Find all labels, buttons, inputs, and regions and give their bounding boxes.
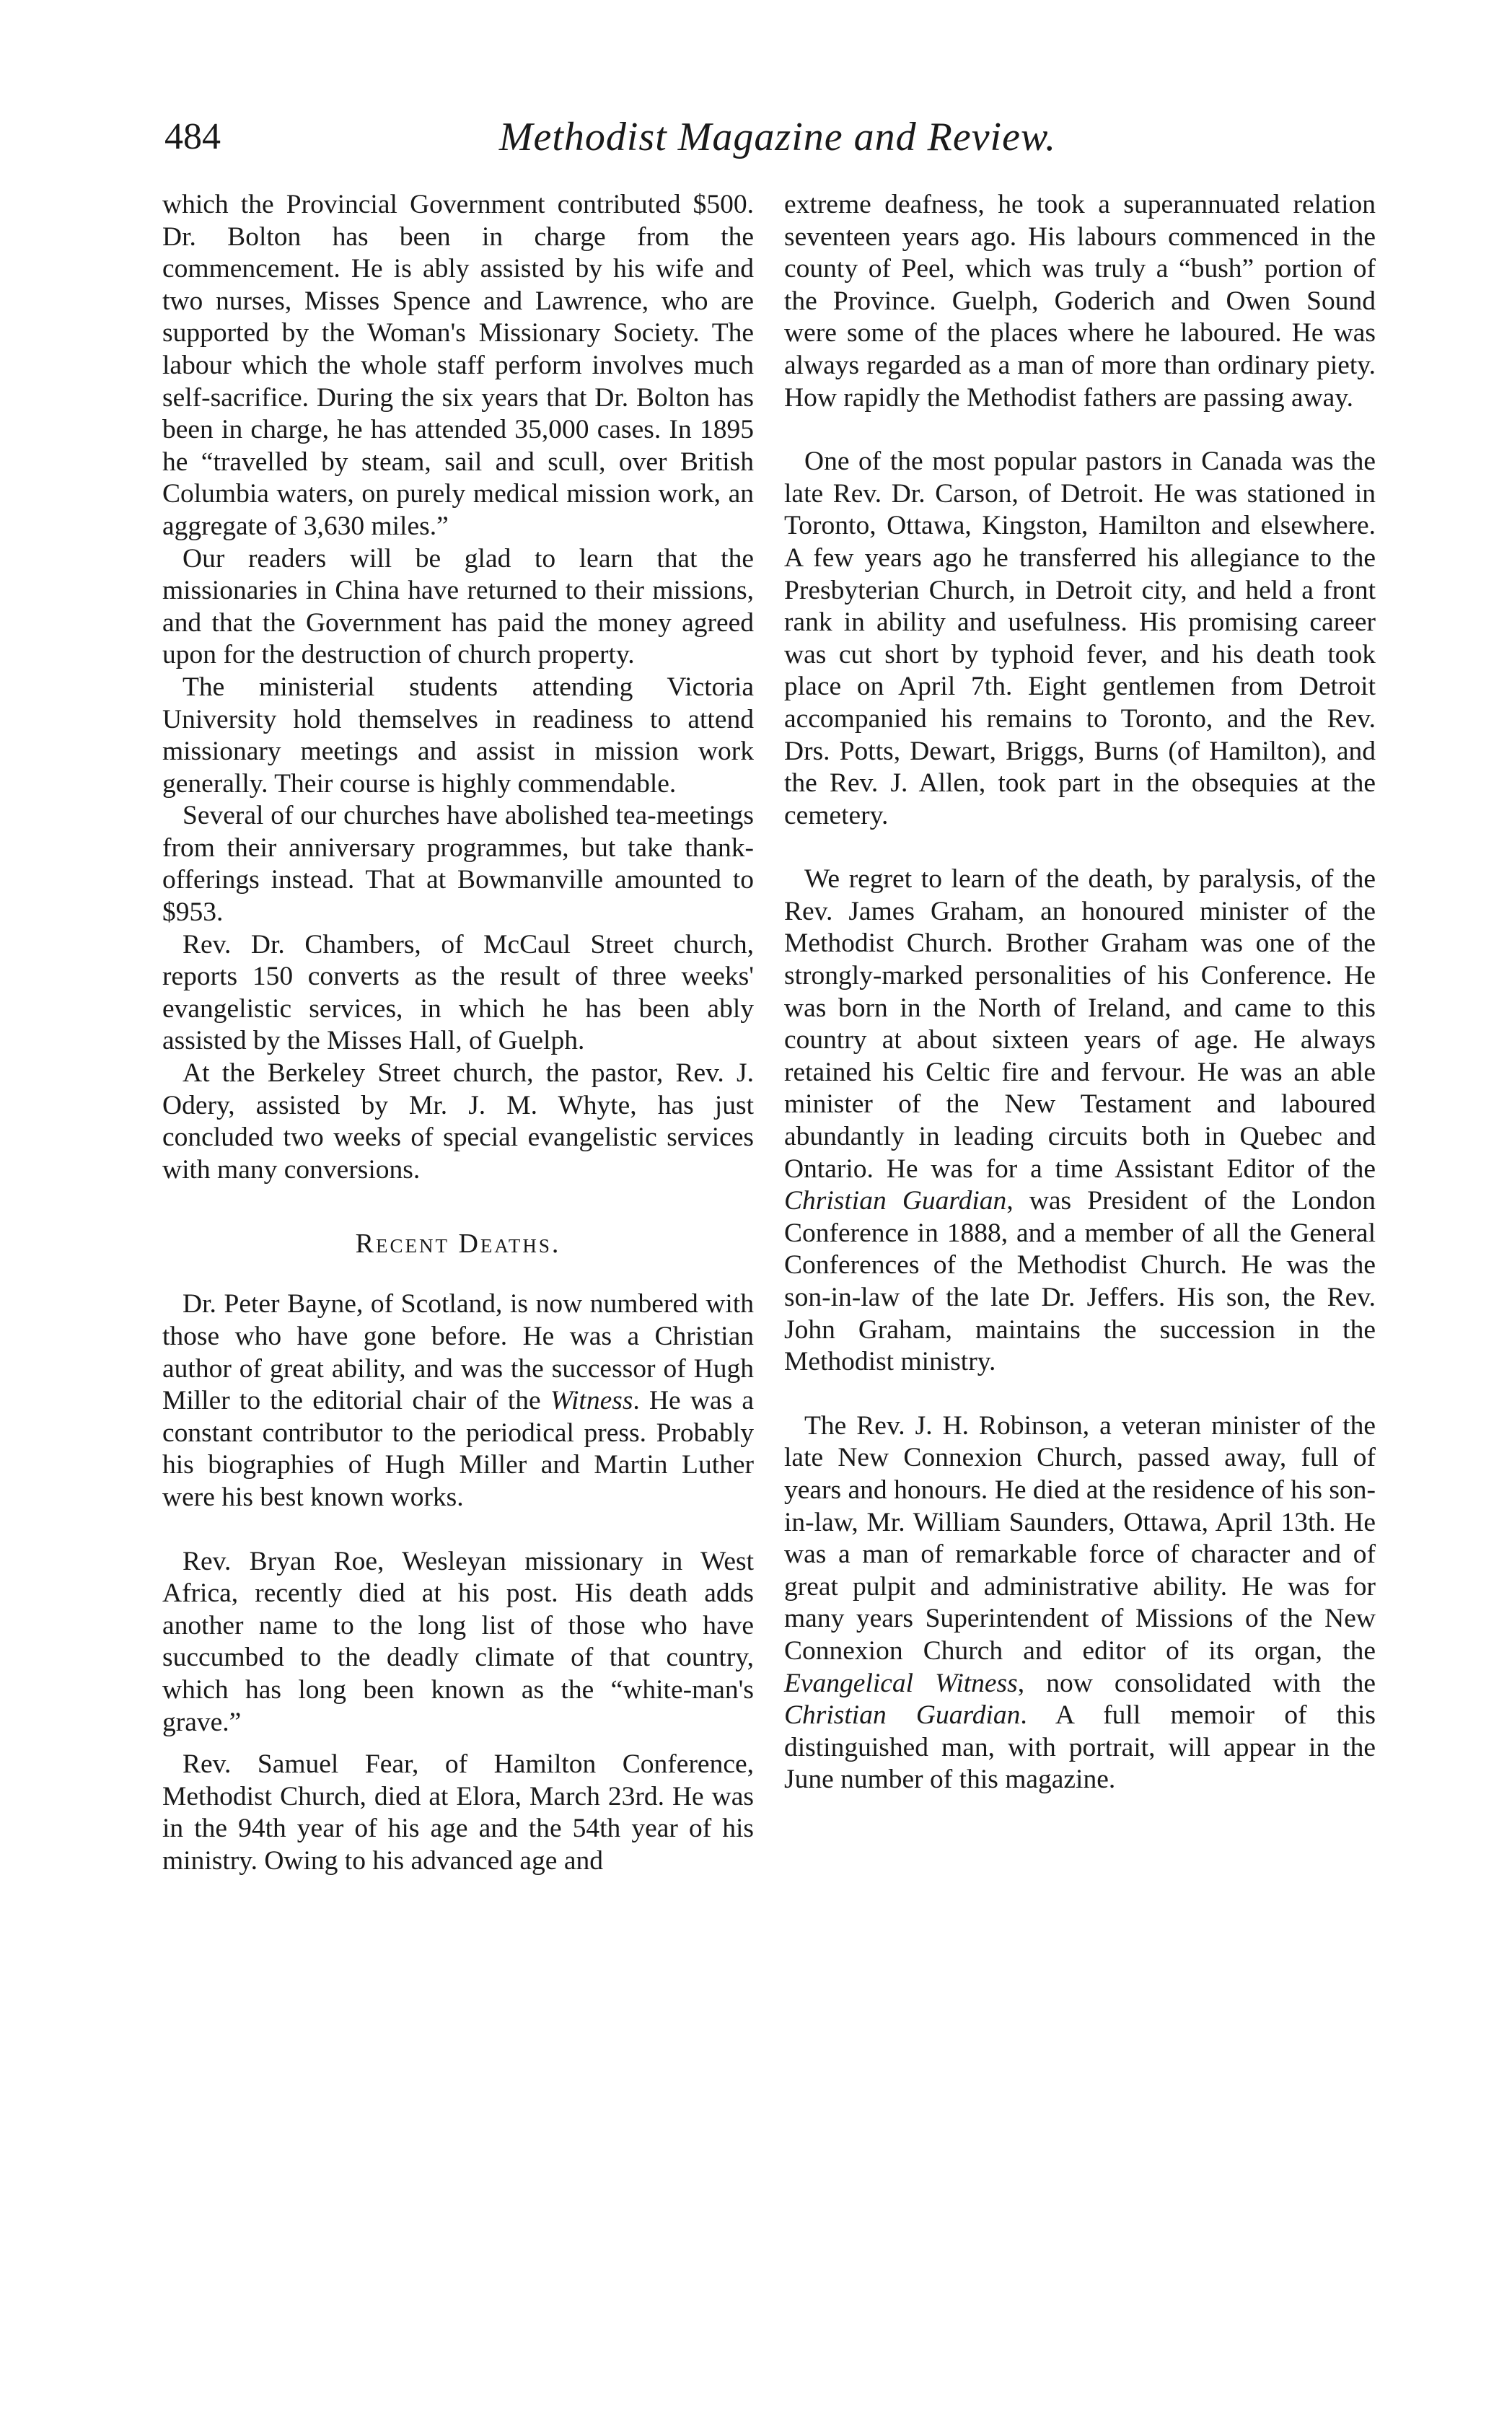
paragraph-samuel-fear-continued: extreme deafness, he took a superannuated relation seventeen years ago. His labours commenced in the county of Peel, which was truly a “bush” portion of the Province. Guelph, Goderich and Owen Sound were some of the places where he laboured. He was always regarded as a man of more than ordinary piety. How rapidly the Methodist fathers are passing away.	[784, 190, 1376, 413]
paragraph-peter-bayne-text-1: Dr. Peter Bayne, of Scotland, is now numbered with those who have gone before. He was a Christian author of great ability, and was the successor of Hugh Miller to the editorial chair of the	[162, 1289, 754, 1416]
paragraph-bryan-roe: Rev. Bryan Roe, Wesleyan missionary in West Africa, recently died at his post. His death adds another name to the long list of those who have succumbed to the deadly climate of that country, which has long been known as the “white-man's grave.”	[162, 1546, 754, 1737]
paragraph-tea-meetings: Several of our churches have abolished tea-meetings from their anniversary programmes, but take thank-offerings instead. That at Bowmanville amounted to $953.	[162, 801, 754, 928]
paragraph-jh-robinson-italic-2: Christian Guardian	[784, 1700, 1021, 1731]
paragraph-james-graham-text-2: , was President of the London Conference in 1888, and a member of all the General Conferences of the Methodist Church. He was the son-in-law of the late Dr. Jeffers. His son, the Rev. John Graham, maintains the succession in the Methodist ministry.	[784, 1186, 1376, 1377]
right-column	[784, 189, 1376, 1796]
paragraph-james-graham-italic: Christian Guardian	[784, 1186, 1007, 1216]
paragraph-james-graham	[784, 864, 1376, 1379]
paragraph-chambers: Rev. Dr. Chambers, of McCaul Street church, reports 150 converts as the result of three weeks' evangelistic services, in which he has been ably assisted by the Misses Hall, of Guelph.	[162, 929, 754, 1056]
paragraph-jh-robinson-italic-1: Evangelical Witness	[784, 1668, 1018, 1698]
paragraph-jh-robinson	[784, 1410, 1376, 1796]
paragraph-dr-carson: One of the most popular pastors in Canada was the late Rev. Dr. Carson, of Detroit. He was stationed in Toronto, Ottawa, Kingston, Hamilton and elsewhere. A few years ago he transferred his allegiance to the Presbyterian Church, in Detroit city, and held a front rank in ability and usefulness. His promising career was cut short by typhoid fever, and his death took place on April 7th. Eight gentlemen from Detroit accompanied his remains to Toronto, and the Rev. Drs. Potts, Dewart, Briggs, Burns (of Hamilton), and the Rev. J. Allen, took part in the obsequies at the cemetery.	[784, 447, 1376, 830]
paragraph-berkeley-street: At the Berkeley Street church, the pastor, Rev. J. Odery, assisted by Mr. J. M. Whyte, has just concluded two weeks of special evangelistic services with many conversions.	[162, 1058, 754, 1185]
paragraph-jh-robinson-text-3: . A full memoir of this distinguished man, with portrait, will appear in the June number of this magazine.	[784, 1700, 1376, 1795]
paragraph-victoria-students: The ministerial students attending Victoria University hold themselves in readiness to attend missionary meetings and assist in mission work generally. Their course is highly commendable.	[162, 672, 754, 799]
running-head	[164, 108, 1391, 166]
paragraph-james-graham-text-1: We regret to learn of the death, by paralysis, of the Rev. James Graham, an honoured minister of the Methodist Church. Brother Graham was one of the strongly-marked personalities of his Conference. He was born in the North of Ireland, and came to this country at about sixteen years of age. He always retained his Celtic fire and fervour. He was an able minister of the New Testament and laboured abundantly in leading circuits both in Quebec and Ontario. He was for a time Assistant Editor of the	[784, 864, 1376, 1184]
section-heading-recent-deaths: Recent Deaths.	[355, 1229, 561, 1260]
paragraph-bolton-mission: which the Provincial Government contributed $500. Dr. Bolton has been in charge from the commencement. He is ably assisted by his wife and two nurses, Misses Spence and Lawrence, who are supported by the Woman's Missionary Society. The labour which the whole staff perform involves much self-sacrifice. During the six years that Dr. Bolton has been in charge, he has attended 35,000 cases. In 1895 he “travelled by steam, sail and scull, over British Columbia waters, on purely medical mission work, an aggregate of 3,630 miles.”	[162, 190, 754, 541]
paragraph-peter-bayne	[162, 1288, 754, 1514]
paragraph-china-missionaries: Our readers will be glad to learn that the missionaries in China have returned to their missions, and that the Government has paid the money agreed upon for the destruction of church property.	[162, 543, 754, 670]
page-number: 484	[164, 116, 221, 157]
paragraph-jh-robinson-text-1: The Rev. J. H. Robinson, a veteran minister of the late New Connexion Church, passed away, full of years and honours. He died at the residence of his son-in-law, Mr. William Saunders, Ottawa, April 13th. He was a man of remarkable force of character and of great pulpit and administrative ability. He was for many years Superintendent of Missions of the New Connexion Church and editor of its organ, the	[784, 1410, 1376, 1666]
paragraph-samuel-fear: Rev. Samuel Fear, of Hamilton Conference, Methodist Church, died at Elora, March 23rd. He was in the 94th year of his age and the 54th year of his ministry. Owing to his advanced age and	[162, 1749, 754, 1876]
paragraph-peter-bayne-text-2: . He was a constant contributor to the periodical press. Probably his biographies of Hugh Miller and Martin Luther were his best known works.	[162, 1386, 754, 1512]
left-column	[162, 189, 754, 1878]
journal-title: Methodist Magazine and Review.	[498, 115, 1057, 159]
paragraph-peter-bayne-italic: Witness	[550, 1386, 633, 1416]
paragraph-jh-robinson-text-2: , now consolidated with the	[1017, 1668, 1376, 1698]
